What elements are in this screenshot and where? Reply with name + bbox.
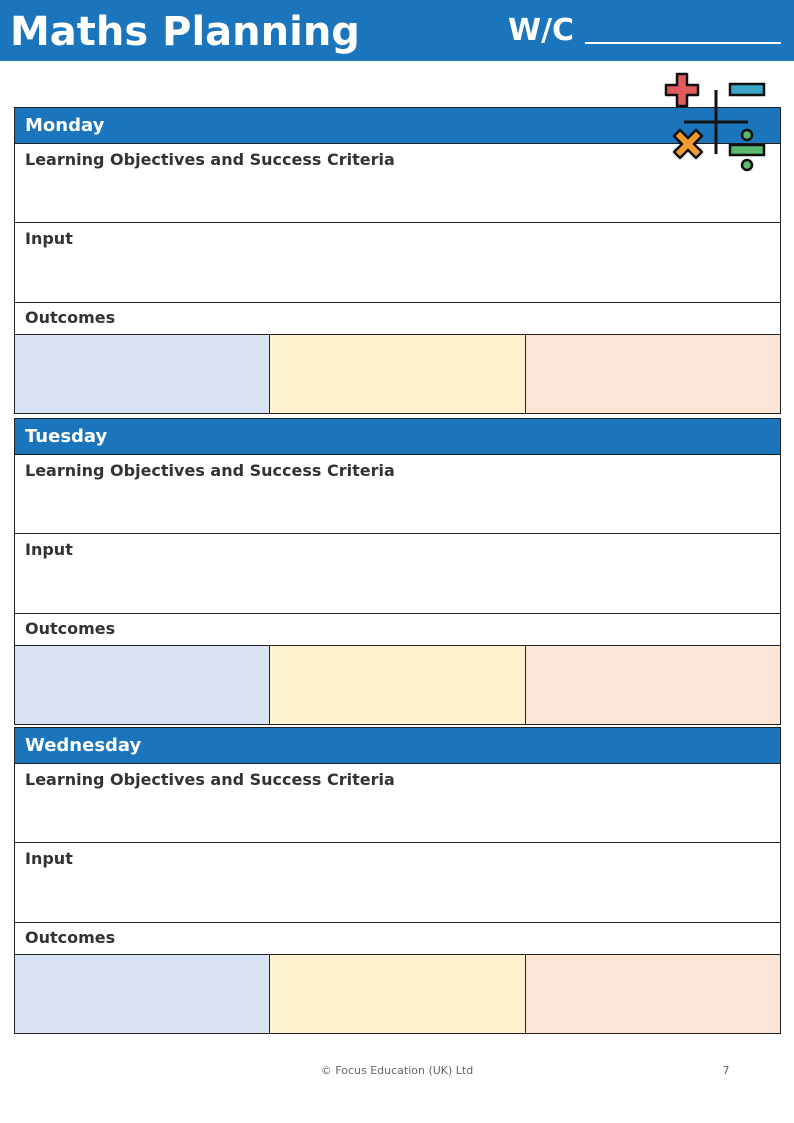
input-label: Input bbox=[25, 849, 73, 868]
input-box[interactable] bbox=[14, 534, 781, 614]
outcome-cell-peach[interactable] bbox=[525, 335, 780, 413]
outcome-cells bbox=[14, 335, 781, 414]
day-name: Tuesday bbox=[25, 426, 108, 447]
outcome-cell-blue[interactable] bbox=[15, 335, 269, 413]
objectives-box[interactable] bbox=[14, 455, 781, 534]
day-section-wednesday bbox=[14, 727, 781, 1034]
plus-icon bbox=[666, 74, 698, 106]
footer-copyright: © Focus Education (UK) Ltd bbox=[320, 1064, 474, 1077]
day-header bbox=[14, 727, 781, 764]
times-icon bbox=[674, 130, 702, 158]
week-commencing-label: W/C bbox=[508, 13, 575, 48]
outcome-cell-blue[interactable] bbox=[15, 646, 269, 724]
outcome-cell-yellow[interactable] bbox=[269, 955, 524, 1033]
outcomes-header bbox=[14, 303, 781, 335]
objectives-label: Learning Objectives and Success Criteria bbox=[25, 770, 395, 789]
footer-page-number: 7 bbox=[722, 1064, 730, 1077]
outcomes-label: Outcomes bbox=[25, 619, 116, 638]
outcomes-header bbox=[14, 614, 781, 646]
objectives-box[interactable] bbox=[14, 764, 781, 843]
maths-operators-icon bbox=[664, 72, 768, 174]
day-header bbox=[14, 418, 781, 455]
outcome-cell-yellow[interactable] bbox=[269, 335, 524, 413]
day-name: Wednesday bbox=[25, 735, 142, 756]
outcome-cell-blue[interactable] bbox=[15, 955, 269, 1033]
week-commencing-field[interactable] bbox=[585, 42, 781, 44]
page-title: Maths Planning bbox=[10, 9, 360, 55]
outcomes-label: Outcomes bbox=[25, 928, 116, 947]
outcome-cell-yellow[interactable] bbox=[269, 646, 524, 724]
input-label: Input bbox=[25, 540, 73, 559]
day-name: Monday bbox=[25, 115, 105, 136]
input-box[interactable] bbox=[14, 223, 781, 303]
divide-icon bbox=[730, 130, 764, 170]
minus-icon bbox=[730, 84, 764, 95]
input-label: Input bbox=[25, 229, 73, 248]
outcome-cells bbox=[14, 646, 781, 725]
outcome-cells bbox=[14, 955, 781, 1034]
outcomes-header bbox=[14, 923, 781, 955]
objectives-label: Learning Objectives and Success Criteria bbox=[25, 461, 395, 480]
outcome-cell-peach[interactable] bbox=[525, 646, 780, 724]
outcomes-label: Outcomes bbox=[25, 308, 116, 327]
day-section-tuesday bbox=[14, 418, 781, 725]
header-bar bbox=[0, 0, 794, 61]
outcome-cell-peach[interactable] bbox=[525, 955, 780, 1033]
input-box[interactable] bbox=[14, 843, 781, 923]
objectives-label: Learning Objectives and Success Criteria bbox=[25, 150, 395, 169]
